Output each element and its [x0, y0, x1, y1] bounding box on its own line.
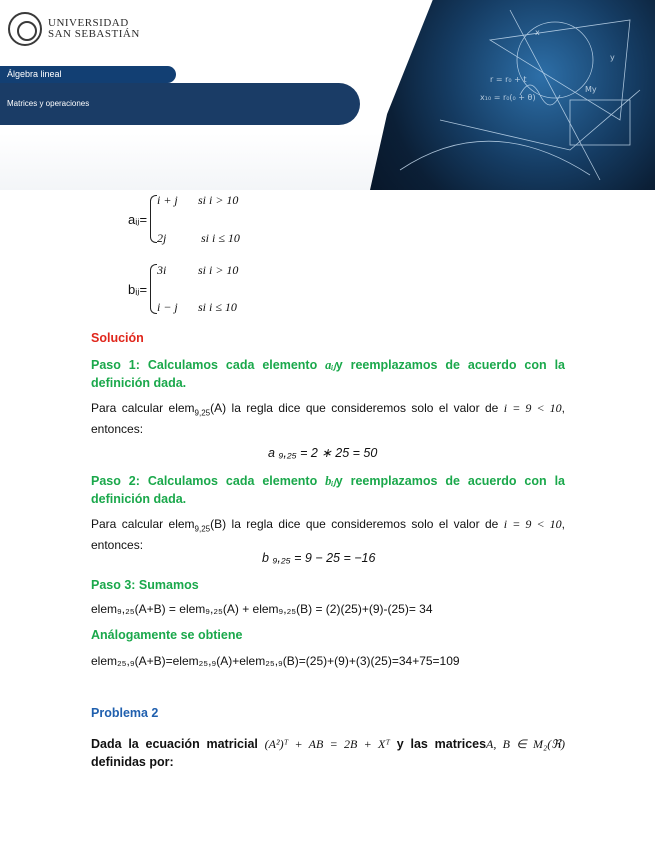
problem2-heading: Problema 2 [91, 706, 159, 720]
topic-title: Matrices y operaciones [7, 99, 90, 108]
b-definition-label: bᵢⱼ= [128, 282, 148, 297]
a-definition-label: aᵢⱼ= [128, 212, 148, 227]
problem2-sets: A, B ∈ M₂(ℜ) [486, 737, 565, 751]
step3-sum-line: elem₉,₂₅(A+B) = elem₉,₂₅(A) + elem₉,₂₅(B) = (2)(25)+(9)-(25)= 34 [91, 602, 433, 616]
step2-text-sub: 9,25 [194, 524, 211, 534]
step2-heading-text-a: Paso 2: Calculamos cada elemento [91, 474, 318, 488]
step1-equation: a ₉,₂₅ = 2 ∗ 25 = 50 [268, 446, 378, 460]
step2-heading-text-b: y reemplazamos de acuerdo con la definición dada. [91, 474, 565, 506]
step1-text-math: i = 9 < 10 [503, 401, 562, 415]
step3-heading: Paso 3: Sumamos [91, 578, 199, 592]
a-case1-expression: i + j [157, 193, 178, 207]
problem2-equation: (A²)ᵀ + AB = 2B + Xᵀ [264, 737, 390, 751]
svg-text:My: My [585, 85, 597, 94]
step1-heading-text-a: Paso 1: Calculamos cada elemento [91, 358, 318, 372]
step2-text-math: i = 9 < 10 [503, 517, 562, 531]
step2-heading [91, 472, 565, 508]
svg-text:r = r₀ + t: r = r₀ + t [490, 75, 527, 84]
problem2-text-a: Dada la ecuación matricial [91, 737, 258, 751]
step1-text-c: , entonces: [91, 401, 565, 437]
a-case1-condition: si i > 10 [198, 193, 239, 207]
step2-text-a: Para calcular elem [91, 517, 195, 531]
step1-text-b: (A) la regla dice que consideremos solo el valor de [210, 401, 499, 415]
step1-symbol: aᵢⱼ [325, 358, 336, 372]
svg-text:x₁₀ = r₀(₀ + θ): x₁₀ = r₀(₀ + θ) [480, 93, 536, 102]
b-case1-expression: 3i [157, 263, 167, 277]
problem2-text-b: y las matrices [396, 737, 487, 751]
step1-text-a: Para calcular elem [91, 401, 195, 415]
step2-symbol: bᵢⱼ [325, 474, 336, 488]
step2-equation: b ₉,₂₅ = 9 − 25 = −16 [262, 551, 376, 565]
step1-paragraph [91, 400, 565, 438]
logo-line-1: UNIVERSIDAD [48, 17, 129, 29]
a-case2-condition: si i ≤ 10 [201, 231, 240, 245]
b-case2-condition: si i ≤ 10 [198, 300, 237, 314]
logo-line-2: SAN SEBASTIÁN [48, 28, 140, 40]
step1-text-sub: 9,25 [194, 408, 211, 418]
solution-heading: Solución [91, 331, 144, 345]
analog-line: elem₂₅,₉(A+B)=elem₂₅,₉(A)+elem₂₅,₉(B)=(25)+(9)+(3)(25)=34+75=109 [91, 654, 460, 668]
problem2-statement [91, 735, 565, 771]
svg-text:x: x [535, 28, 540, 37]
analog-heading: Análogamente se obtiene [91, 628, 243, 642]
step2-text-c: , entonces: [91, 517, 565, 553]
b-case1-condition: si i > 10 [198, 263, 239, 277]
course-title: Álgebra lineal [7, 69, 62, 79]
a-brace [150, 195, 157, 243]
step1-heading [91, 356, 565, 392]
step2-paragraph [91, 516, 565, 554]
problem2-text-c: definidas por: [91, 755, 174, 769]
step1-heading-text-b: y reemplazamos de acuerdo con la definición dada. [91, 358, 565, 390]
step2-text-b: (B) la regla dice que consideremos solo el valor de [210, 517, 499, 531]
b-case2-expression: i − j [157, 300, 178, 314]
b-brace [150, 264, 157, 314]
a-case2-expression: 2j [157, 231, 167, 245]
svg-text:y: y [610, 53, 615, 62]
